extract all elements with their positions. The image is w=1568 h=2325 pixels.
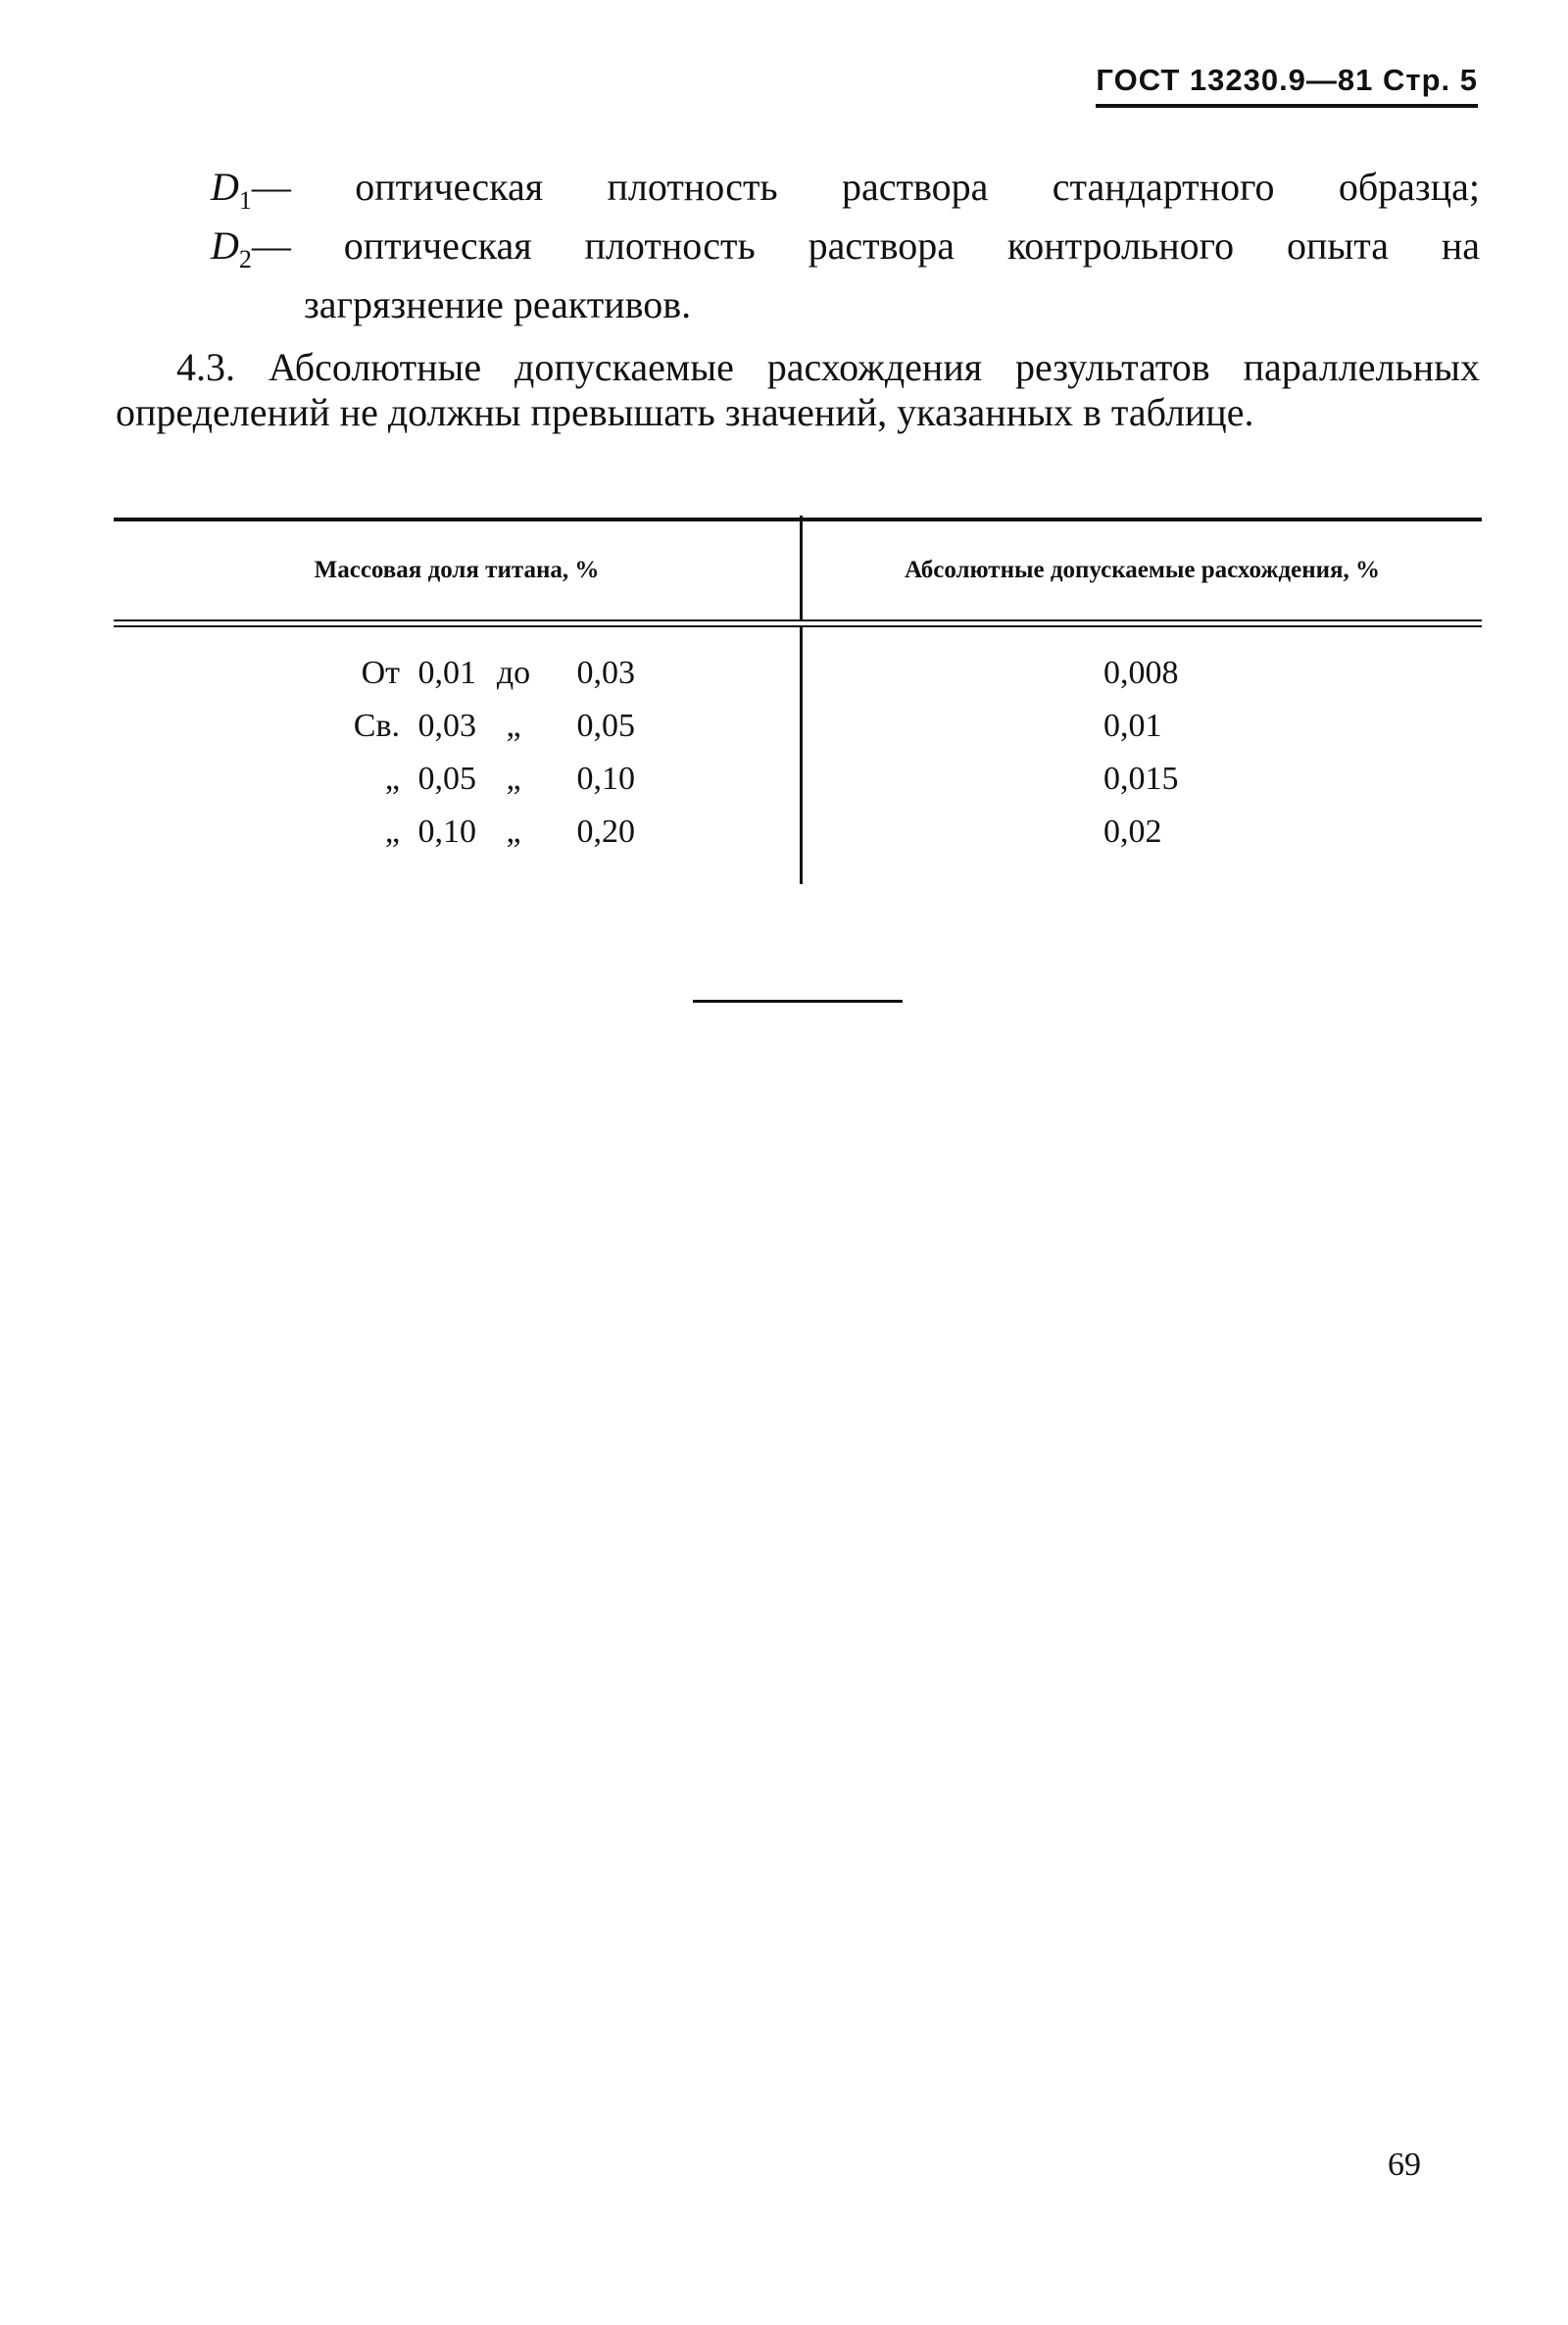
row-connector: до bbox=[496, 655, 531, 691]
row-connector: „ bbox=[506, 708, 521, 744]
row-prefix: „ bbox=[384, 814, 400, 850]
page-number: 69 bbox=[1388, 2147, 1421, 2183]
section-end-rule bbox=[693, 1000, 903, 1003]
row-from: 0,03 bbox=[417, 708, 476, 744]
table-row bbox=[114, 655, 1482, 708]
definition-d2-text: — оптическая плотность раствора контрольного опыта на bbox=[251, 223, 1480, 268]
table-row bbox=[114, 761, 1482, 814]
header-mass-fraction: Массовая доля титана, % bbox=[314, 557, 600, 583]
table-header-row bbox=[114, 521, 1482, 619]
row-prefix: Св. bbox=[353, 708, 400, 744]
definition-d2 bbox=[211, 223, 1480, 282]
row-tolerance: 0,015 bbox=[1103, 761, 1179, 797]
header-tolerance: Абсолютные допускаемые расхождения, % bbox=[904, 557, 1381, 583]
row-tolerance: 0,01 bbox=[1103, 708, 1162, 744]
symbol-d2: $D_2$ bbox=[211, 223, 252, 273]
definition-d1-text: — оптическая плотность раствора стандартного образца; bbox=[251, 165, 1480, 209]
definitions-block bbox=[211, 165, 1480, 327]
row-to: 0,10 bbox=[576, 761, 635, 797]
row-tolerance: 0,02 bbox=[1103, 814, 1162, 850]
row-from: 0,01 bbox=[417, 655, 476, 691]
row-from: 0,05 bbox=[417, 761, 476, 797]
table-body bbox=[114, 627, 1482, 882]
table-row bbox=[114, 814, 1482, 866]
document-header: ГОСТ 13230.9—81 Стр. 5 bbox=[1096, 63, 1478, 108]
row-to: 0,20 bbox=[576, 814, 635, 850]
row-to: 0,05 bbox=[576, 708, 635, 744]
tolerance-table bbox=[114, 518, 1482, 882]
row-prefix: „ bbox=[384, 761, 400, 797]
paragraph-4-3: 4.3. Абсолютные допускаемые расхождения результатов параллельных определений не должны превышать значений, указанных в таблице. bbox=[116, 345, 1480, 434]
row-connector: „ bbox=[506, 814, 521, 850]
symbol-d1: $D_1$ bbox=[211, 165, 252, 215]
row-from: 0,10 bbox=[417, 814, 476, 850]
table-header-double-rule bbox=[114, 619, 1482, 627]
table-row bbox=[114, 708, 1482, 761]
row-tolerance: 0,008 bbox=[1103, 655, 1179, 691]
row-to: 0,03 bbox=[576, 655, 635, 691]
row-connector: „ bbox=[506, 761, 521, 797]
row-prefix: От bbox=[361, 655, 400, 691]
definition-d2-continuation: загрязнение реактивов. bbox=[304, 282, 692, 326]
definition-d1 bbox=[211, 165, 1480, 223]
